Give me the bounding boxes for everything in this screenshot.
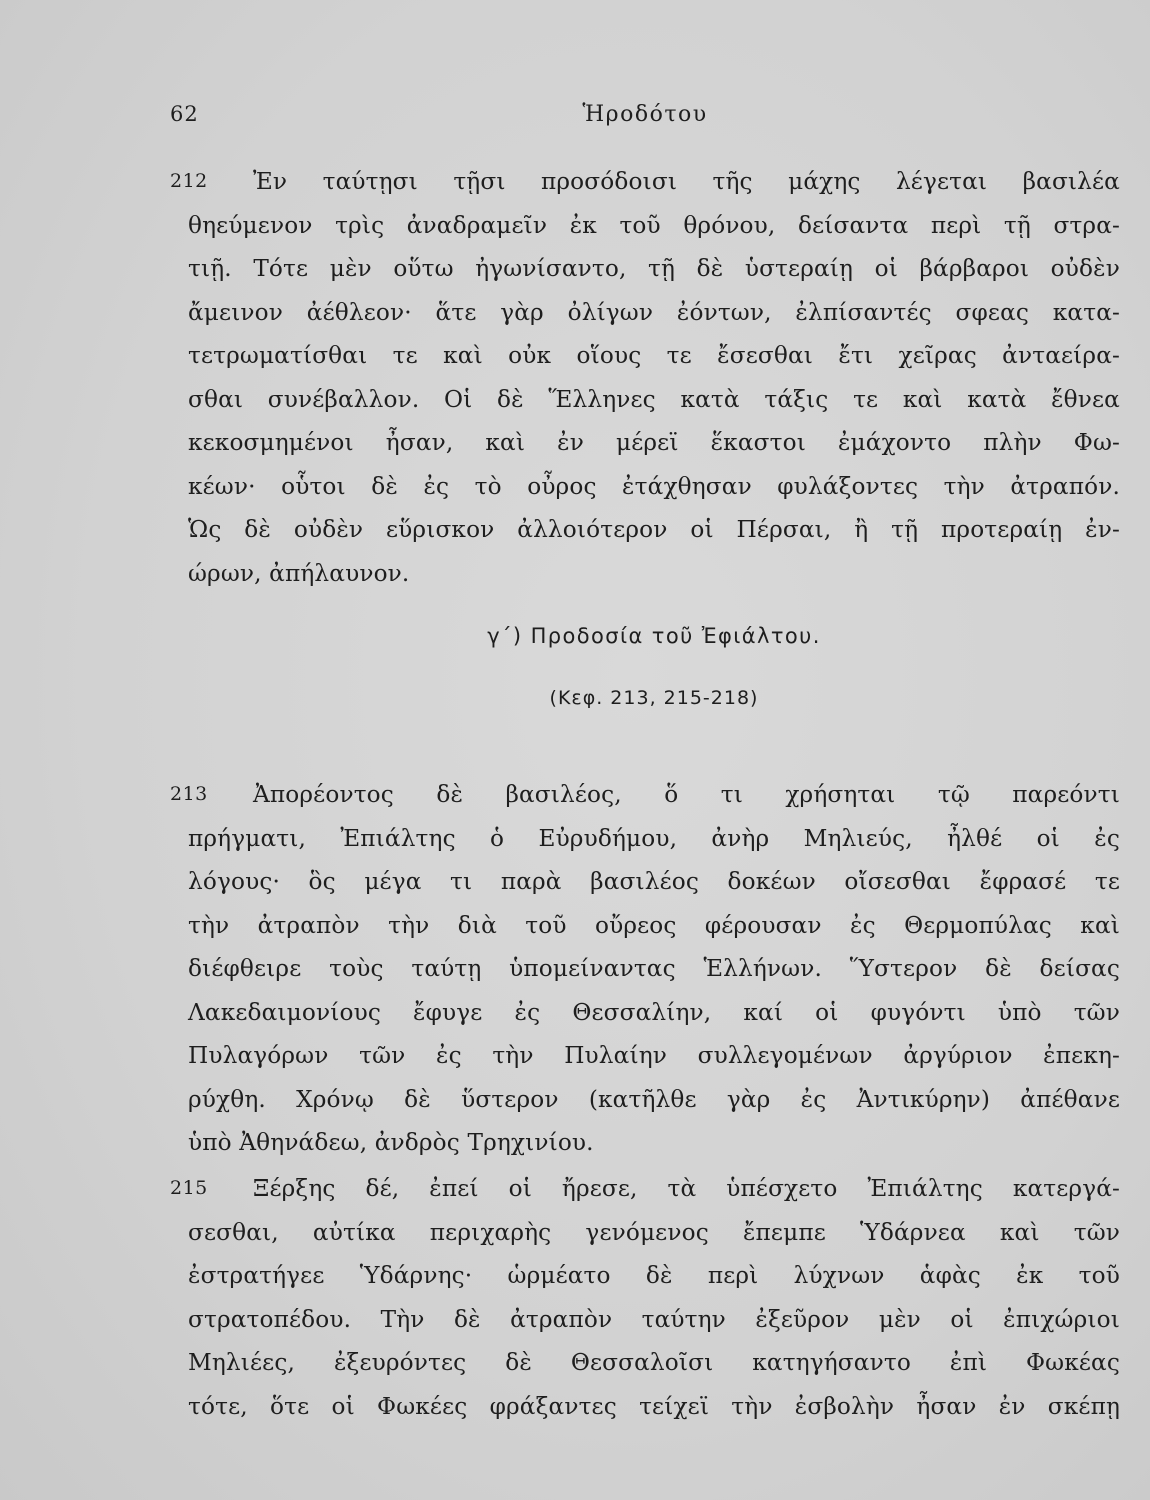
text-line: διέφθειρε τοὺς ταύτῃ ὑπομείναντας Ἑλλήνων. Ὕστερον δὲ δείσας [188,955,1120,982]
page-number: 62 [170,102,199,126]
text-line: ὑπὸ Ἀθηνάδεω, ἀνδρὸς Τρηχινίου. [188,1129,594,1156]
text-line: σθαι συνέβαλλον. Οἱ δὲ Ἕλληνες κατὰ τάξις τε καὶ κατὰ ἔθνεα [188,385,1120,413]
text-line: Ἀπορέοντος δὲ βασιλέος, ὅ τι χρήσηται τῷ παρεόντι [253,781,1120,808]
text-line: ρύχθη. Χρόνῳ δὲ ὕστερον (κατῆλθε γὰρ ἐς Ἀντικύρην) ἀπέθανε [188,1085,1120,1113]
running-title: Ἡροδότου [582,102,708,127]
text-line: Ὡς δὲ οὐδὲν εὕρισκον ἀλλοιότερον οἱ Πέρσαι, ἢ τῇ προτεραίῃ ἐν- [188,516,1120,543]
text-line: Ἐν ταύτῃσι τῇσι προσόδοισι τῆς μάχης λέγεται βασιλέα [253,168,1120,195]
paragraph-212 [188,160,1120,595]
section-reference: (Κεφ. 213, 215-218) [549,687,759,709]
chapter-number: 213 [170,783,208,805]
text-line: τετρωματίσθαι τε καὶ οὐκ οἵους τε ἔσεσθαι ἔτι χεῖρας ἀνταείρα- [188,342,1120,369]
chapter-number: 215 [170,1177,208,1199]
text-line: Λακεδαιμονίους ἔφυγε ἐς Θεσσαλίην, καί οἱ φυγόντι ὑπὸ τῶν [188,998,1120,1026]
text-line: θηεύμενον τρὶς ἀναδραμεῖν ἐκ τοῦ θρόνου, δείσαντα περὶ τῇ στρα- [188,211,1120,239]
text-line: κέων· οὗτοι δὲ ἐς τὸ οὖρος ἐτάχθησαν φυλάξοντες τὴν ἀτραπόν. [188,472,1120,500]
text-line: στρατοπέδου. Τὴν δὲ ἀτραπὸν ταύτην ἐξεῦρον μὲν οἱ ἐπιχώριοι [188,1305,1120,1333]
text-line: τὴν ἀτραπὸν τὴν διὰ τοῦ οὔρεος φέρουσαν ἐς Θερμοπύλας καὶ [188,911,1120,939]
paragraph-215 [188,1167,1120,1428]
section-heading: γ΄) Προδοσία τοῦ Ἐφιάλτου. [487,624,821,648]
text-line: κεκοσμημένοι ἦσαν, καὶ ἐν μέρεϊ ἕκαστοι ἐμάχοντο πλὴν Φω- [188,429,1120,456]
text-line: Ξέρξης δέ, ἐπεί οἱ ἤρεσε, τὰ ὑπέσχετο Ἐπιάλτης κατεργά- [253,1175,1120,1202]
text-line: πρήγματι, Ἐπιάλτης ὁ Εὐρυδήμου, ἀνὴρ Μηλιεύς, ἦλθέ οἱ ἐς [188,824,1120,852]
text-line: λόγους· ὃς μέγα τι παρὰ βασιλέος δοκέων οἴσεσθαι ἔφρασέ τε [188,868,1120,895]
text-line: τιῇ. Τότε μὲν οὕτω ἠγωνίσαντο, τῇ δὲ ὑστεραίῃ οἱ βάρβαροι οὐδὲν [188,255,1120,282]
chapter-number: 212 [170,170,208,192]
text-line: Πυλαγόρων τῶν ἐς τὴν Πυλαίην συλλεγομένων ἀργύριον ἐπεκη- [188,1042,1120,1069]
text-line: ώρων, ἀπήλαυνον. [188,559,410,587]
text-line: ἄμεινον ἀέθλεον· ἅτε γὰρ ὀλίγων ἐόντων, ἐλπίσαντές σφεας κατα- [188,298,1120,326]
text-line: τότε, ὅτε οἱ Φωκέες φράξαντες τείχεϊ τὴν ἐσβολὴν ἦσαν ἐν σκέπῃ [188,1392,1120,1420]
page-header [170,102,1120,138]
text-line: Μηλιέες, ἐξευρόντες δὲ Θεσσαλοῖσι κατηγήσαντο ἐπὶ Φωκέας [188,1349,1120,1376]
paragraph-213 [188,773,1120,1165]
text-line: ἐστρατήγεε Ὑδάρνης· ὡρμέατο δὲ περὶ λύχνων ἁφὰς ἐκ τοῦ [188,1262,1120,1289]
text-line: σεσθαι, αὐτίκα περιχαρὴς γενόμενος ἔπεμπε Ὑδάρνεα καὶ τῶν [188,1218,1120,1246]
